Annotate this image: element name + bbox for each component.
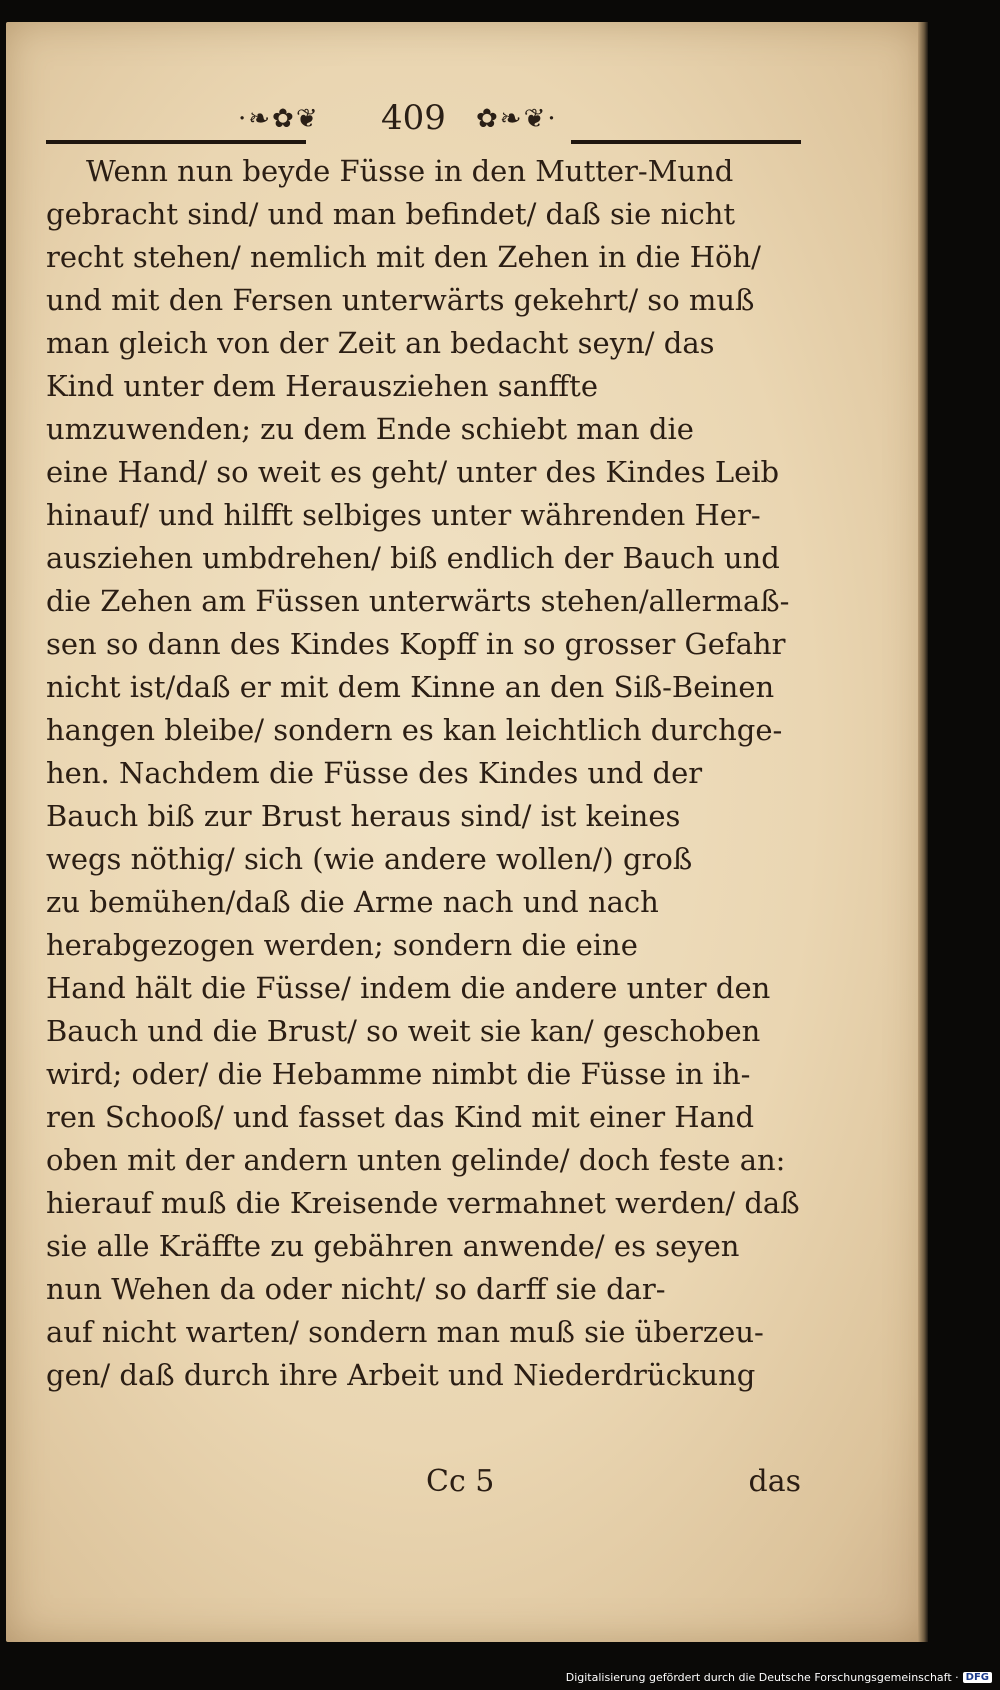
text-line: zu bemühen/daß die Arme nach und nach [46,885,659,919]
text-line: recht stehen/ nemlich mit den Zehen in die Höh/ [46,240,761,274]
book-page [6,22,926,1642]
credit-text: Digitalisierung gefördert durch die Deutsche Forschungsgemeinschaft · [565,1671,959,1684]
text-line: gebracht sind/ und man befindet/ daß sie nicht [46,197,736,231]
text-line: Bauch biß zur Brust heraus sind/ ist keines [46,799,681,833]
text-line: sie alle Kräffte zu gebähren anwende/ es seyen [46,1229,740,1263]
header-rule-left [46,140,306,144]
text-line: Wenn nun beyde Füsse in den Mutter-Mund [86,154,734,188]
dfg-logo: DFG [963,1672,992,1683]
text-line: und mit den Fersen unterwärts gekehrt/ so muß [46,283,755,317]
text-line: wird; oder/ die Hebamme nimbt die Füsse in ih- [46,1057,751,1091]
text-line: nicht ist/daß er mit dem Kinne an den Siß-Beinen [46,670,775,704]
text-line: Kind unter dem Herausziehen sanffte [46,369,598,403]
text-line: wegs nöthig/ sich (wie andere wollen/) groß [46,842,693,876]
ornament-right: ✿❧❦· [476,104,558,134]
text-line: gen/ daß durch ihre Arbeit und Niederdrückung [46,1358,756,1392]
text-line: hen. Nachdem die Füsse des Kindes und der [46,756,703,790]
text-line: umzuwenden; zu dem Ende schiebt man die [46,412,694,446]
signature-mark: Cc 5 [426,1464,495,1499]
ornament-left: ·❧✿❦ [238,104,320,134]
page-edge-shadow [918,22,928,1642]
text-line: Bauch und die Brust/ so weit sie kan/ geschoben [46,1014,761,1048]
text-line: hinauf/ und hilfft selbiges unter währenden Her- [46,498,761,532]
catchword: das [748,1464,801,1499]
page-number: 409 [381,98,446,138]
text-line: man gleich von der Zeit an bedacht seyn/ das [46,326,715,360]
text-line: hangen bleibe/ sondern es kan leichtlich durchge- [46,713,783,747]
text-line: die Zehen am Füssen unterwärts stehen/allermaß- [46,584,790,618]
text-line: hierauf muß die Kreisende vermahnet werden/ daß [46,1186,800,1220]
text-line: eine Hand/ so weit es geht/ unter des Kindes Leib [46,455,780,489]
text-line: herabgezogen werden; sondern die eine [46,928,638,962]
text-line: sen so dann des Kindes Kopff in so grosser Gefahr [46,627,786,661]
text-line: oben mit der andern unten gelinde/ doch feste an: [46,1143,786,1177]
digitization-credit [566,1671,992,1684]
page-footer [46,1464,801,1508]
text-line: auf nicht warten/ sondern man muß sie überzeu- [46,1315,764,1349]
text-line: ren Schooß/ und fasset das Kind mit einer Hand [46,1100,755,1134]
text-line: Hand hält die Füsse/ indem die andere unter den [46,971,771,1005]
text-line: ausziehen umbdrehen/ biß endlich der Bauch und [46,541,780,575]
header-rule-right [571,140,801,144]
page-header [6,82,926,142]
body-text [46,150,801,1397]
text-line: nun Wehen da oder nicht/ so darff sie dar- [46,1272,666,1306]
